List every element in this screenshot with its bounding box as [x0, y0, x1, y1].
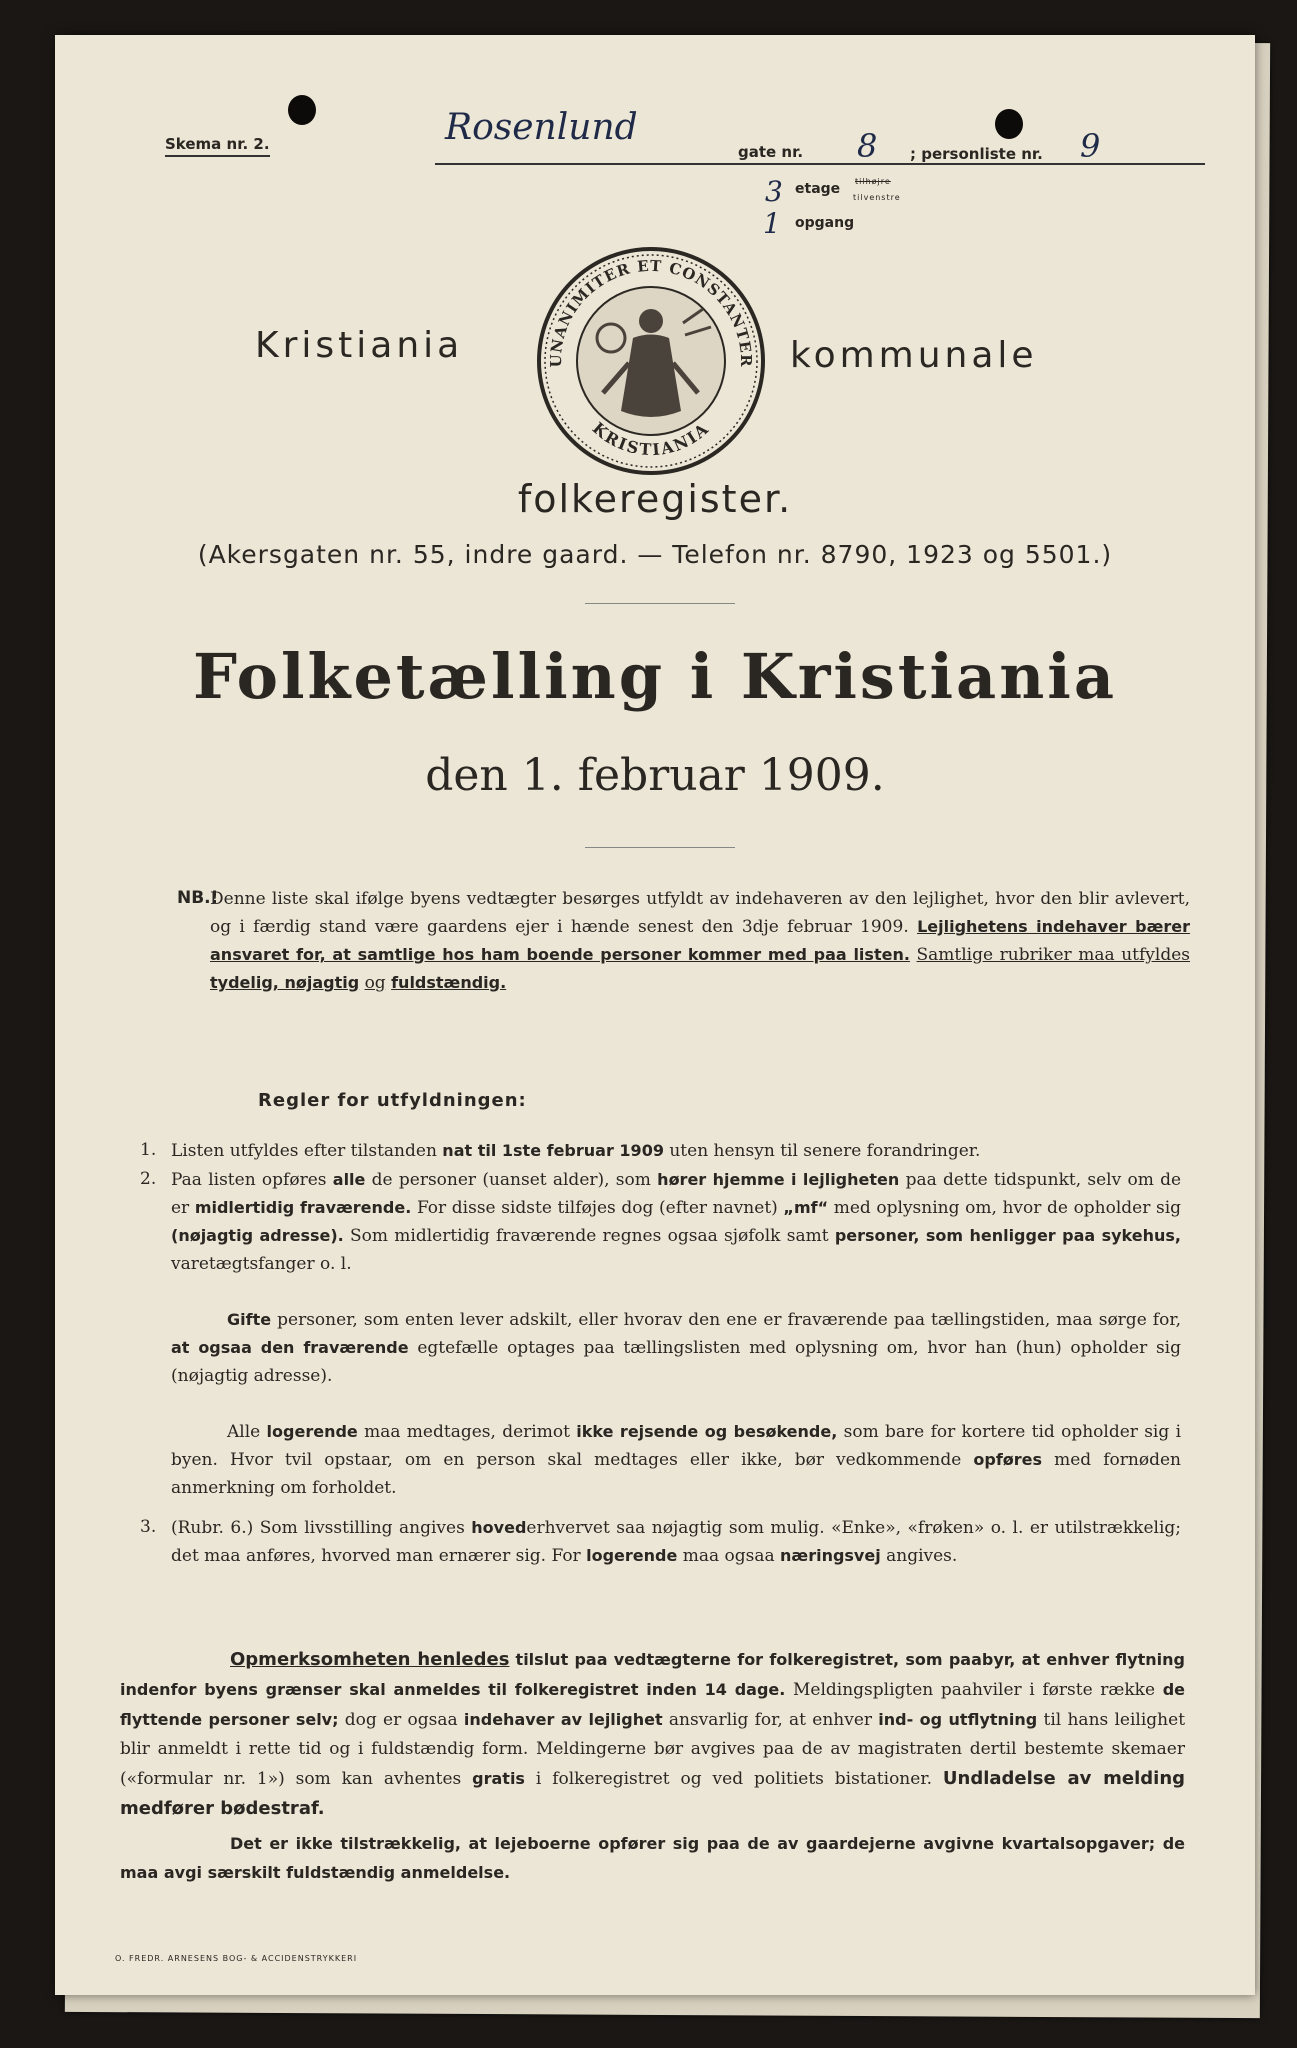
office-left: Kristiania — [255, 325, 464, 366]
schema-number: Skema nr. 2. — [165, 135, 270, 157]
divider — [585, 847, 735, 848]
rule-number: 1. — [140, 1140, 157, 1160]
etage-label: etage — [795, 181, 841, 197]
notice-paragraph: Opmerksomheten henledes tilslut paa vedtægterne for folkeregistret, som paabyr, at enhver flytning indenfor byens grænser skal anmeldes til folkeregistret inden 14 dage. Meldingspligten paahviler i første række de flyttende personer selv; dog er ogsaa indehaver av lejlighet ansvarlig for, at enhver ind- og utflytning til hans leilighet blir anmeldt i rette tid og i fuldstændig form. Meldingerne bør avgives paa de av magistraten dertil bestemte skemaer («formular nr. 1») som kan avhentes gratis i folkeregistret og ved politiets bistationer. Undladelse av melding medfører bødestraf. — [120, 1649, 1186, 1819]
penalty-notice: Undladelse av melding medfører bødestraf. — [120, 1768, 1186, 1819]
census-date: den 1. februar 1909. — [425, 750, 885, 801]
street-handwritten: Rosenlund — [445, 107, 638, 148]
nb-label: NB.! — [177, 888, 219, 908]
rule-3: (Rubr. 6.) Som livsstilling angives hovederhvervet saa nøjagtig som mulig. «Enke», «frøken» o. l. er utilstrækkelig; det maa anføres, hvorved man ernærer sig. For logerende maa ogsaa næringsvej angives. — [171, 1518, 1181, 1566]
gate-value: 8 — [857, 127, 878, 165]
folkeregister-heading: folkeregister. — [517, 477, 793, 521]
printer-imprint: O. FREDR. ARNESENS BOG- & ACCIDENSTRYKKERI — [115, 1954, 358, 1963]
rule-2-married: Gifte personer, som enten lever adskilt, eller hvorav den ene er fraværende paa tællingstiden, maa sørge for, at ogsaa den fraværende egtefælle optages paa tællingslisten med oplysning om, hvor han (hun) opholder sig (nøjagtig adresse). — [171, 1310, 1181, 1386]
rule-number: 2. — [140, 1169, 157, 1189]
etage-value: 3 — [765, 175, 783, 208]
nb-bold-precise: tydelig, nøjagtig — [210, 973, 360, 992]
seal-city: KRISTIANIA — [588, 418, 714, 460]
city-seal-icon — [533, 243, 769, 479]
personliste-value: 9 — [1080, 127, 1101, 165]
punch-hole — [288, 95, 316, 125]
main-title: Folketælling i Kristiania — [192, 640, 1118, 713]
seal-motto: UNANIMITER ET CONSTANTER — [546, 256, 756, 368]
nb-bold-complete: fuldstændig. — [391, 973, 507, 992]
tilhoire-label: tilhøjre — [855, 177, 891, 186]
opgang-value: 1 — [763, 207, 781, 240]
nb-text: Denne liste skal ifølge byens vedtægter besørges utfyldt av indehaveren av den lejlighet, hvor den blir avlevert, og i færdig stand være gaardens ejer i hænde senest den 3dje februar 1909. — [210, 889, 1190, 937]
office-right: kommunale — [790, 335, 1038, 376]
notice-heading: Opmerksomheten henledes — [230, 1649, 510, 1670]
divider — [585, 603, 735, 604]
nb-bold-responsibility: Lejlighetens indehaver bærer ansvaret for, at samtlige hos ham boende personer kommer med paa listen. — [210, 917, 1191, 964]
rule-1: Listen utfyldes efter tilstanden nat til 1ste februar 1909 uten hensyn til senere forandringer. — [171, 1141, 981, 1161]
rules-heading: Regler for utfyldningen: — [258, 1090, 527, 1111]
rule-number: 3. — [140, 1517, 157, 1537]
office-address: (Akersgaten nr. 55, indre gaard. — Telefon nr. 8790, 1923 og 5501.) — [197, 540, 1113, 569]
notice-final: Det er ikke tilstrækkelig, at lejeboerne opfører sig paa de av gaardejerne avgivne kvartalsopgaver; de maa avgi særskilt fuldstændig anmeldelse. — [120, 1834, 1185, 1882]
gate-label: gate nr. — [738, 143, 804, 161]
nb-paragraph — [210, 885, 1190, 997]
rule-2: Paa listen opføres alle de personer (uanset alder), som hører hjemme i lejligheten paa dette tidspunkt, selv om de er midlertidig fraværende. For disse sidste tilføjes dog (efter navnet) „mf“ med oplysning om, hvor de opholder sig (nøjagtig adresse). Som midlertidig fraværende regnes ogsaa sjøfolk samt personer, som henligger paa sykehus, varetægtsfanger o. l. — [171, 1170, 1182, 1274]
census-form-page — [55, 35, 1255, 1995]
tilvenstre-label: tilvenstre — [853, 193, 901, 202]
punch-hole — [995, 109, 1023, 139]
nb-text-2: Samtlige rubriker maa utfyldes — [916, 945, 1191, 965]
opgang-label: opgang — [795, 215, 855, 231]
nb-text-3: og — [364, 973, 386, 993]
rule-2-lodgers: Alle logerende maa medtages, derimot ikke rejsende og besøkende, som bare for kortere tid opholder sig i byen. Hvor tvil opstaar, om en person skal medtages eller ikke, bør vedkommende opføres med fornøden anmerkning om forholdet. — [171, 1422, 1182, 1498]
personliste-label: ; personliste nr. — [910, 145, 1043, 163]
